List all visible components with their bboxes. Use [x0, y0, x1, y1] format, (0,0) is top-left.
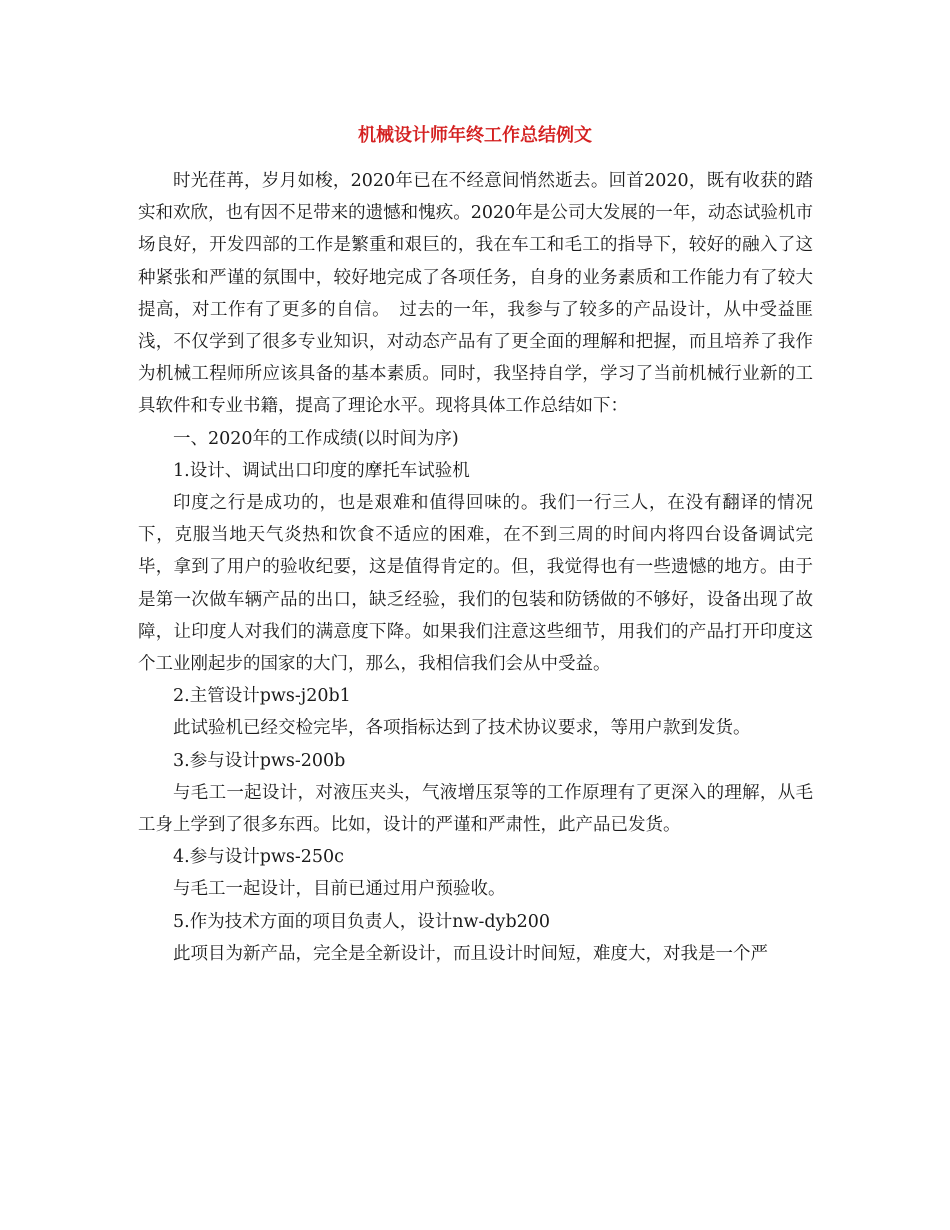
- section-heading: 一、2020年的工作成绩(以时间为序): [173, 428, 459, 449]
- item-heading-3: 3.参与设计pws-200b: [173, 750, 346, 771]
- item-heading-5: 5.作为技术方面的项目负责人，设计nw-dyb200: [173, 911, 551, 932]
- item-body-5: 此项目为新产品，完全是全新设计，而且设计时间短，难度大，对我是一个严: [173, 943, 768, 964]
- item-heading-4: 4.参与设计pws-250c: [173, 847, 344, 868]
- document-body: [138, 165, 813, 970]
- item-body-2: 此试验机已经交检完毕，各项指标达到了技术协议要求，等用户款到发货。: [173, 718, 751, 739]
- item-body-1: 印度之行是成功的，也是艰难和值得回味的。我们一行三人，在没有翻译的情况下，克服当地天气炎热和饮食不适应的困难，在不到三周的时间内将四台设备调试完毕，拿到了用户的验收纪要，这是值得肯定的。但，我觉得也有一些遗憾的地方。由于是第一次做车辆产品的出口，缺乏经验，我们的包装和防锈做的不够好，设备出现了故障，让印度人对我们的满意度下降。如果我们注意这些细节，用我们的产品打开印度这个工业刚起步的国家的大门，那么，我相信我们会从中受益。: [138, 493, 813, 675]
- item-body-4: 与毛工一起设计，目前已通过用户预验收。: [173, 879, 506, 900]
- item-heading-2: 2.主管设计pws-j20b1: [173, 686, 351, 707]
- document-title: 机械设计师年终工作总结例文: [358, 125, 592, 146]
- item-heading-1: 1.设计、调试出口印度的摩托车试验机: [173, 460, 470, 481]
- item-body-3: 与毛工一起设计，对液压夹头，气液增压泵等的工作原理有了更深入的理解，从毛工身上学到了很多东西。比如，设计的严谨和严肃性，此产品已发货。: [138, 782, 813, 836]
- paragraph-intro: 时光荏苒，岁月如梭，2020年已在不经意间悄然逝去。回首2020，既有收获的踏实和欢欣，也有因不足带来的遗憾和愧疚。2020年是公司大发展的一年，动态试验机市场良好，开发四部的工作是繁重和艰巨的，我在车工和毛工的指导下，较好的融入了这种紧张和严谨的氛围中，较好地完成了各项任务，自身的业务素质和工作能力有了较大提高，对工作有了更多的自信。 过去的一年，我参与了较多的产品设计，从中受益匪浅，不仅学到了很多专业知识，对动态产品有了更全面的理解和把握，而且培养了我作为机械工程师所应该具备的基本素质。同时，我坚持自学，学习了当前机械行业新的工具软件和专业书籍，提高了理论水平。现将具体工作总结如下：: [138, 171, 813, 417]
